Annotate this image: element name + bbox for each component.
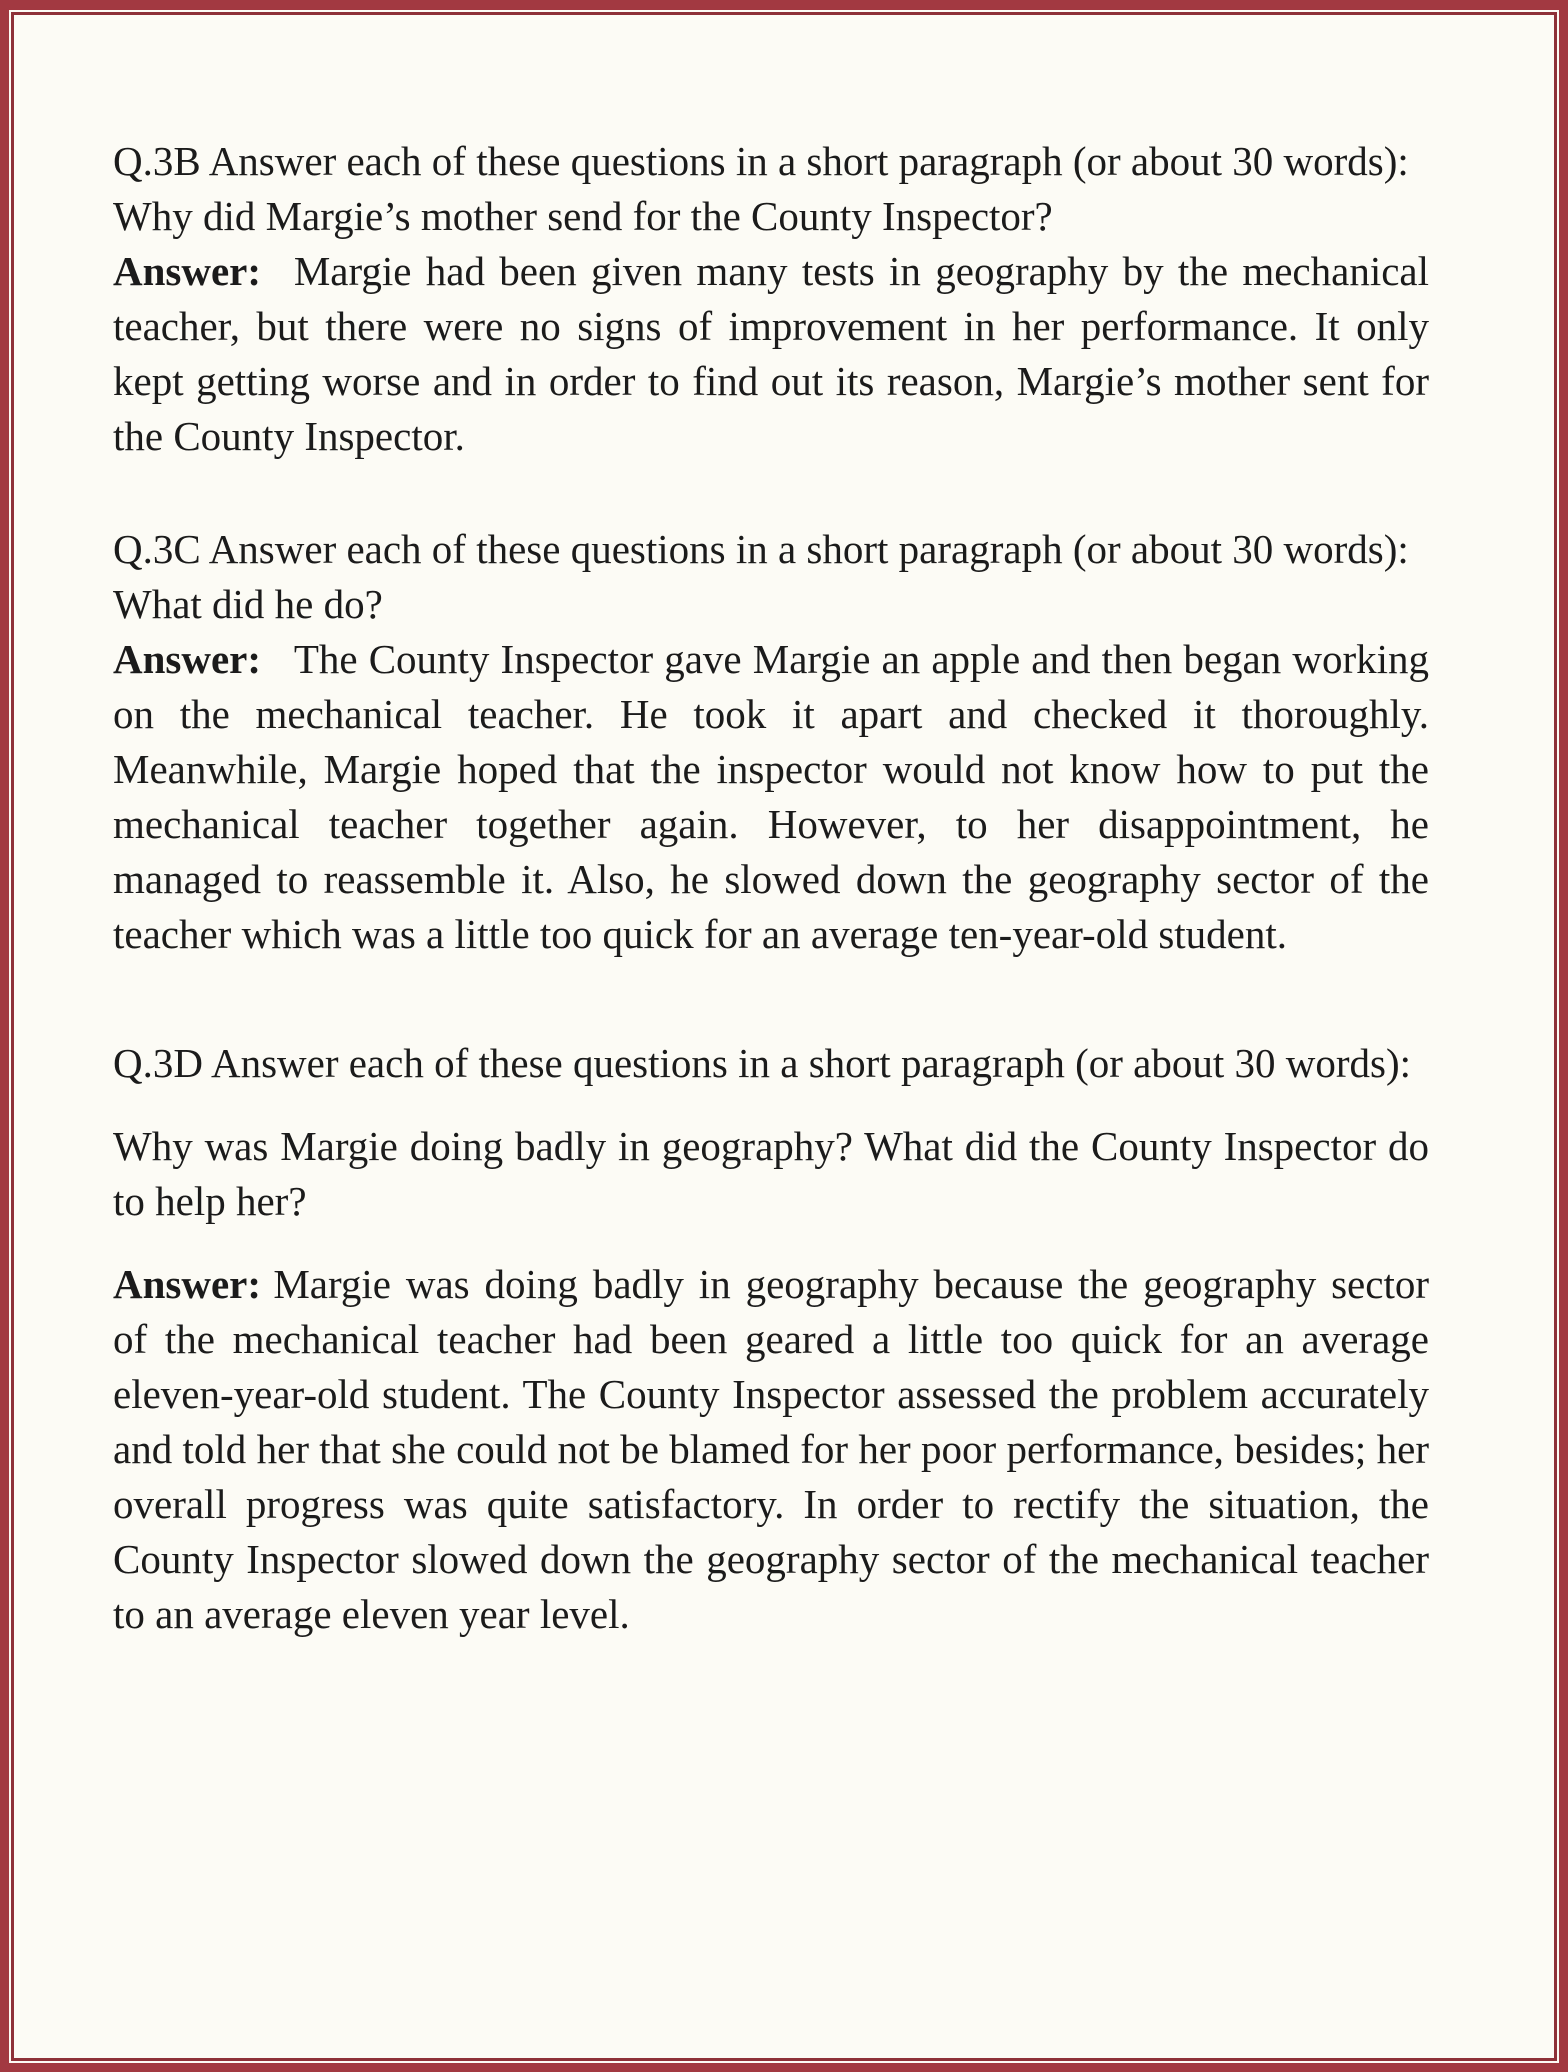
answer-label-q3c: Answer: xyxy=(113,636,262,682)
answer-label-q3b: Answer: xyxy=(113,248,262,294)
answer-paragraph-q3d xyxy=(113,1257,1429,1642)
qa-section-q3c xyxy=(113,522,1429,962)
question-heading-q3c: Q.3C Answer each of these questions in a short paragraph (or about 30 words): xyxy=(113,526,1409,572)
answer-paragraph-q3c xyxy=(113,632,1429,962)
answer-label-q3d: Answer: xyxy=(113,1261,262,1307)
question-text-q3b: Why did Margie’s mother send for the County Inspector? xyxy=(113,193,1053,239)
question-text-q3d: Why was Margie doing badly in geography? What did the County Inspector do to help her? xyxy=(113,1123,1429,1224)
question-heading-q3d: Q.3D Answer each of these questions in a short paragraph (or about 30 words): xyxy=(113,1040,1412,1086)
question-text-q3c: What did he do? xyxy=(113,581,383,627)
answer-text-q3b: Margie had been given many tests in geography by the mechanical teacher, but there were no signs of improvement in her performance. It only kept getting worse and in order to find out its reason, Margie’s mother sent for the County Inspector. xyxy=(113,248,1429,459)
qa-section-q3d xyxy=(113,1036,1429,1642)
page-content xyxy=(113,134,1429,1642)
qa-section-q3b xyxy=(113,134,1429,464)
answer-text-q3d: Margie was doing badly in geography because the geography sector of the mechanical teacher had been geared a little too quick for an average eleven-year-old student. The County Inspector assessed the problem accurately and told her that she could not be blamed for her poor performance, besides; her overall progress was quite satisfactory. In order to rectify the situation, the County Inspector slowed down the geography sector of the mechanical teacher to an average eleven year level. xyxy=(113,1261,1429,1637)
question-heading-q3b: Q.3B Answer each of these questions in a short paragraph (or about 30 words): xyxy=(113,138,1409,184)
answer-paragraph-q3b xyxy=(113,244,1429,464)
answer-text-q3c: The County Inspector gave Margie an apple and then began working on the mechanical teacher. He took it apart and checked it thoroughly. Meanwhile, Margie hoped that the inspector would not know how to put the mechanical teacher together again. However, to her disappointment, he managed to reassemble it. Also, he slowed down the geography sector of the teacher which was a little too quick for an average ten-year-old student. xyxy=(113,636,1429,957)
